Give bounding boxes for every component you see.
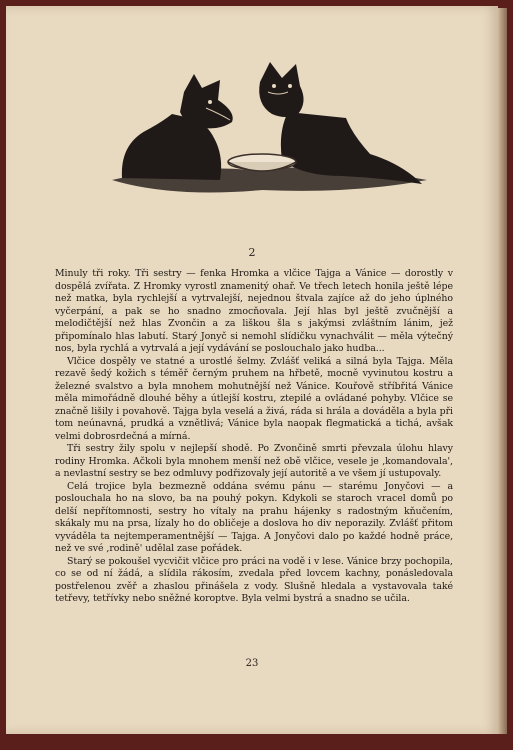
paragraph: Minuly tři roky. Tři sestry — fenka Hromka a vlčice Tajga a Vánice — dorostly v dospělá zvířata. Z Hromky vyrostl znamenitý ohař. Ve třech letech honila ještě lépe než matka, byla rychlejší a vytrvalejší, nejednou štvala zajíce až do jeho úplného vyčerpání, a pak se ho snadno zmocňovala. Její hlas byl ještě zvučnější a melodičtější než hlas Zvončin a za liškou šla s jakýmsi zvláštním lánim, jež připomínalo hlas labutí. Starý Jonyč si nemohl slídičku vynachválit — měla výtečný nos, byla rychlá a vytrvalá a její vydávání se poslouchalo jako hudba...	[55, 268, 453, 354]
book-page	[6, 6, 498, 734]
paragraph: Tři sestry žily spolu v nejlepší shodě. Po Zvončině smrti převzala úlohu hlavy rodiny Hromka. Ačkoli byla mnohem menší než obě vlčice, vesele je ,komandovala', a nevlastní sestry se bez odmluvy podřizovaly její autoritě a ve všem jí ustupovaly.	[55, 443, 453, 479]
paragraph: Vlčice dospěly ve statné a urostlé šelmy. Zvlášť veliká a silná byla Tajga. Měla rezavě šedý kožich s téměř černým pruhem na hřbetě, mocně vyvinutou kostru a železné svalstvo a byla mnohem mohutnější než Vánice. Kouřově stříbřitá Vánice měla mimořádně dlouhé běhy a útlejší kostru, ztepilé a ovládané pohyby. Vlčice se značně lišily i povahově. Tajga byla veselá a živá, ráda si hrála a dováděla a byla při tom neúnavná, prudká a vznětlivá; Vánice byla naopak flegmatická a tichá, avšak velmi dobrosrdečná a mírná.	[55, 355, 453, 442]
book-cover-edge	[498, 8, 507, 734]
chapter-number: 2	[248, 246, 256, 259]
chapter-body	[55, 268, 453, 606]
wolf-cubs-illustration	[102, 52, 432, 212]
paragraph: Celá trojice byla bezmezně oddána svému pánu — starému Jonyčovi — a poslouchala ho na slovo, ba na pouhý pokyn. Kdykoli se starоch vracel domů po delší nepřítomnosti, sestry ho vítaly na prahu hájenky s radostným kňučením, skákaly mu na prsa, lízaly ho do obličeje a doslova ho div neporazily. Zvlášť přitom vyváděla ta nejtemperamentnější — Tajga. A Jonyčovi dalo po každé hodně práce, než ve své ,rodině' udělal zase pořádek.	[55, 480, 453, 554]
paragraph: Starý se pokoušel vycvičit vlčice pro práci na vodě i v lese. Vánice brzy pochopila, co se od ní žádá, a slídila rákosím, zvedala před lovcem kachny, ponásledovala postřelenou zvěř a zhaslou přinášela z vody. Slušně hledala a vystavovala také tetřevy, tetřívky nebo sněžné koroptve. Byla velmi bystrá a snadno se učila.	[55, 555, 453, 604]
page-number: 23	[245, 658, 259, 669]
